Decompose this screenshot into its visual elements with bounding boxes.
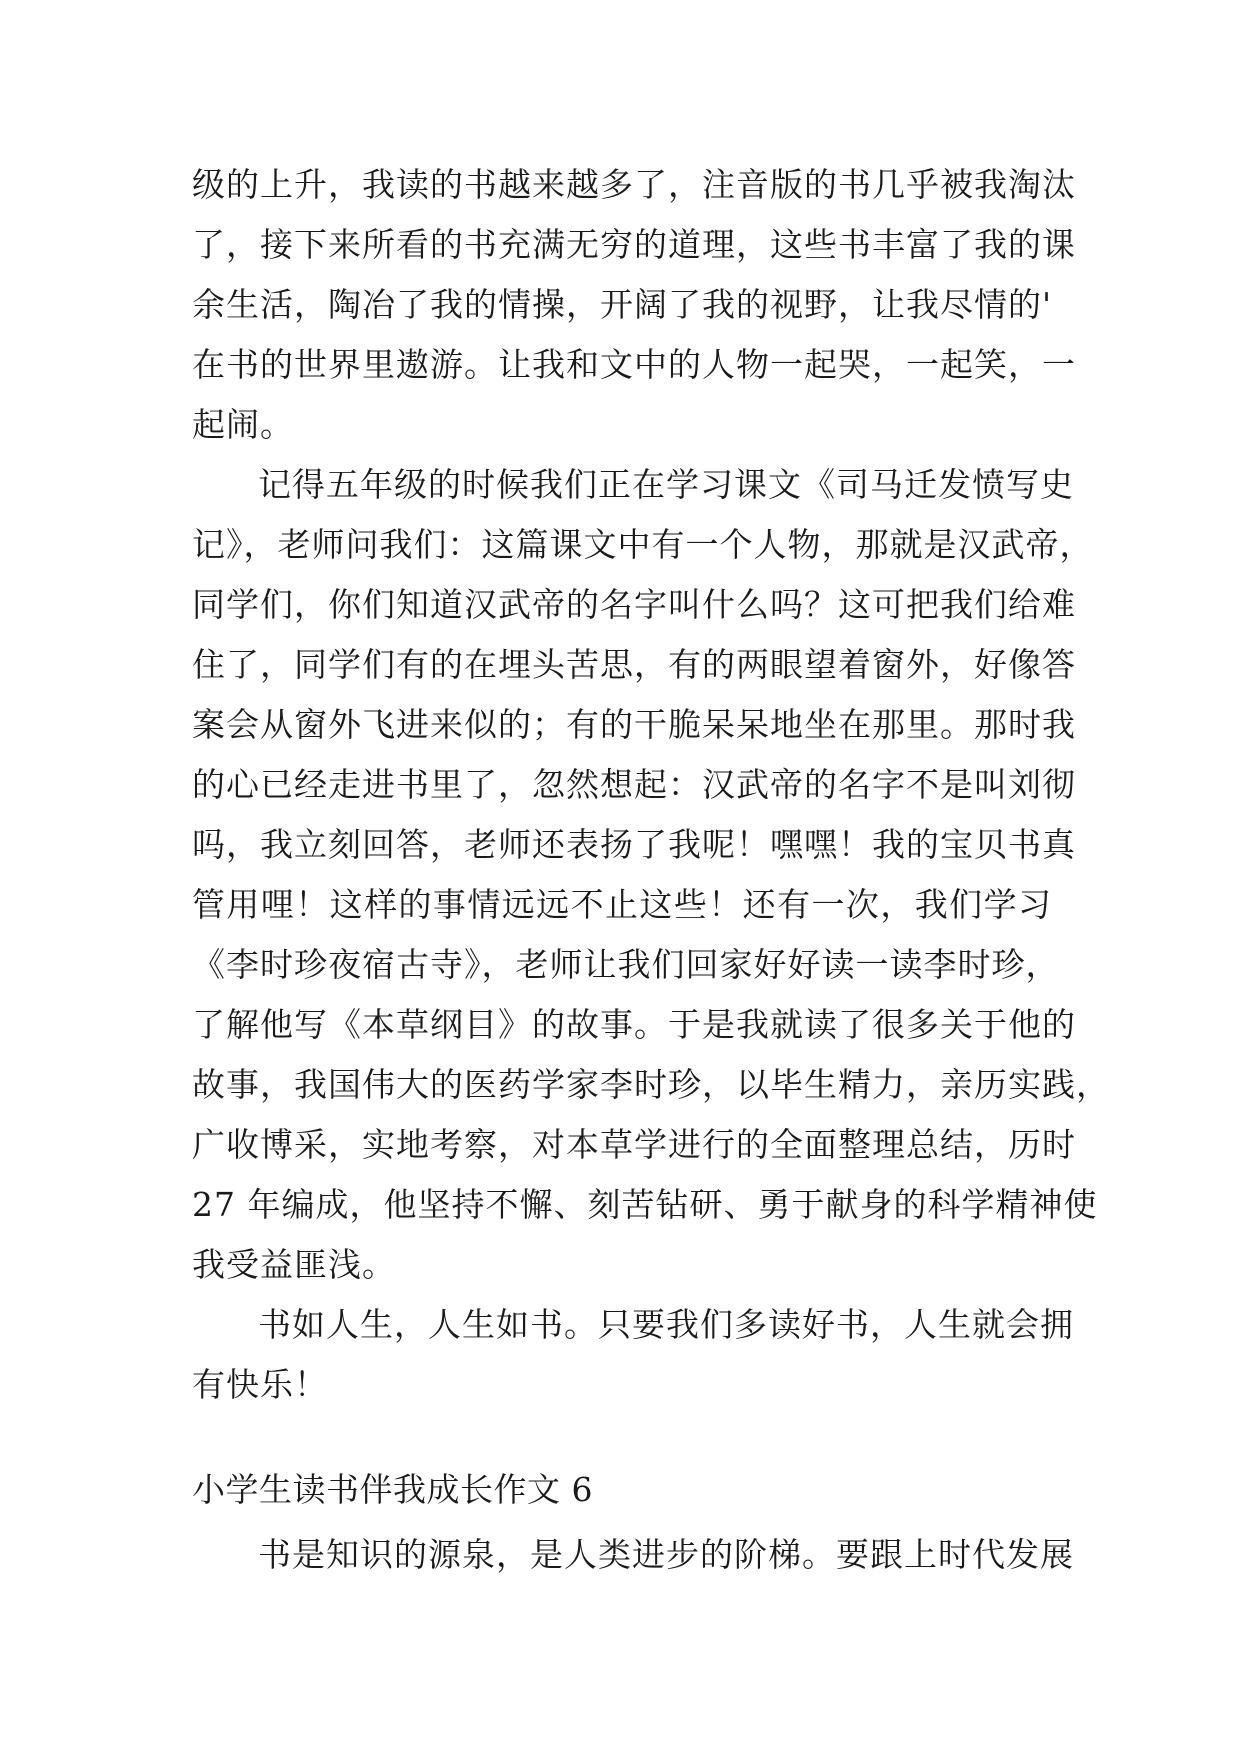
paragraph-line: 广收博采，实地考察，对本草学进行的全面整理总结，历时 [192,1125,1076,1164]
paragraph-line: 住了，同学们有的在埋头苦思，有的两眼望着窗外，好像答 [192,645,1076,684]
paragraph-line: 起闹。 [192,405,294,444]
paragraph-first-line: 记得五年级的时候我们正在学习课文《司马迁发愤写史 [258,465,1074,504]
section-heading: 小学生读书伴我成长作文 6 [192,1470,593,1509]
paragraph-line: 同学们，你们知道汉武帝的名字叫什么吗？这可把我们给难 [192,585,1076,624]
paragraph-line: 我受益匪浅。 [192,1245,396,1284]
paragraph-line: 《李时珍夜宿古寺》，老师让我们回家好好读一读李时珍， [192,945,1060,984]
paragraph-line: 级的上升，我读的书越来越多了，注音版的书几乎被我淘汰 [192,165,1076,204]
paragraph-line: 余生活，陶冶了我的情操，开阔了我的视野，让我尽情的' [192,285,1053,324]
paragraph-line: 故事，我国伟大的医药学家李时珍，以毕生精力，亲历实践， [192,1065,1110,1104]
paragraph-line: 有快乐！ [192,1365,328,1404]
paragraph-line: 了，接下来所看的书充满无穷的道理，这些书丰富了我的课 [192,225,1076,264]
paragraph-line: 的心已经走进书里了，忽然想起：汉武帝的名字不是叫刘彻 [192,765,1076,804]
paragraph-line: 了解他写《本草纲目》的故事。于是我就读了很多关于他的 [192,1005,1076,1044]
paragraph-first-line: 书是知识的源泉，是人类进步的阶梯。要跟上时代发展 [258,1535,1074,1574]
paragraph-line: 记》，老师问我们：这篇课文中有一个人物，那就是汉武帝， [192,525,1094,564]
paragraph-line: 案会从窗外飞进来似的；有的干脆呆呆地坐在那里。那时我 [192,705,1076,744]
paragraph-line: 管用哩！这样的事情远远不止这些！还有一次，我们学习 [192,885,1052,924]
paragraph-line: 吗，我立刻回答，老师还表扬了我呢！嘿嘿！我的宝贝书真 [192,825,1076,864]
paragraph-first-line: 书如人生，人生如书。只要我们多读好书，人生就会拥 [258,1305,1074,1344]
paragraph-line: 在书的世界里遨游。让我和文中的人物一起哭，一起笑，一 [192,345,1076,384]
paragraph-line: 27 年编成，他坚持不懈、刻苦钻研、勇于献身的科学精神使 [192,1185,1098,1224]
